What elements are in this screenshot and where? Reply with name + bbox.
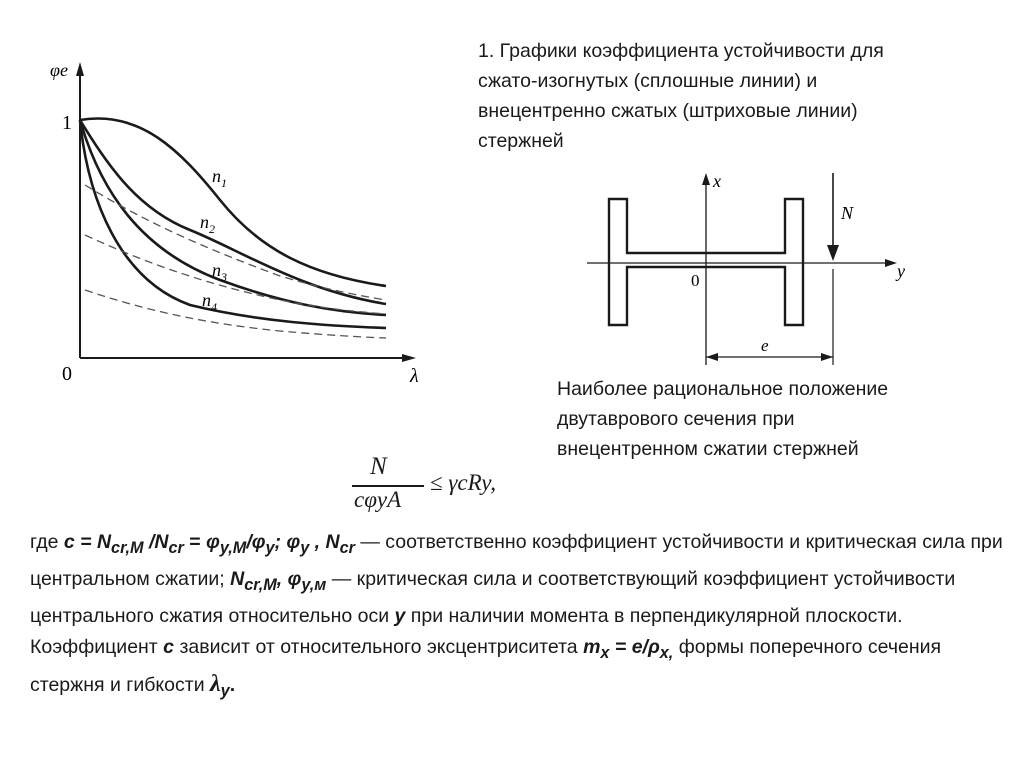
curve-label-n2: $n_2$ [200,212,215,236]
body-text: формы поперечного сечения стержня и гибкости [30,635,942,696]
sub: cr,M [244,575,277,594]
sub: cr [168,538,184,557]
section-caption [557,374,987,464]
body-text: ; [274,531,287,553]
title-line: стержней [478,130,564,152]
caption-line: Наиболее рациональное положение [557,378,889,400]
c-definition: c = N [63,531,112,553]
n-symbol: N [230,567,245,590]
body-text: , N [309,531,340,553]
title-block [478,36,998,156]
title-line: сжато-изогнутых (сплошные линии) и [478,70,818,92]
body-text: где [30,531,64,553]
sub: x [600,643,610,662]
dim-arrow-right [821,353,833,361]
curve-label-n4: $n_4$ [202,290,217,314]
phi-symbol: φ [206,531,220,553]
body-text: = [183,531,207,553]
body-text: — критическая сила и соответствующий коэффициент устойчивости центрального сжатия относительно оси [30,567,956,627]
force-arrow [827,245,839,261]
title-line: внецентренно сжатых (штриховые линии) [478,100,858,122]
explanation-paragraph [30,527,1010,707]
section-diagram [575,165,935,375]
sub: y [265,538,275,557]
sub: y,M [219,538,247,557]
section-y-label: y [897,261,905,281]
sub: y [220,681,230,700]
formula-rhs: ≤ γcRy, [430,470,496,495]
stability-graph [40,50,430,390]
body-text: , [276,567,288,590]
body-text: — соответственно коэффициент устойчивости и критическая сила при центральном сжатии; [30,531,1003,590]
body-text: зависит от относительного эксцентриситета [174,635,584,658]
sub: cr,M [111,538,144,557]
formula-denominator: cφyA [354,487,402,512]
phi-symbol: φ [287,567,302,590]
eccentricity-label: e [761,336,769,355]
dashed-curve-2 [85,235,386,314]
phi-symbol: φ [286,531,301,553]
curve-label-n1: $n_1$ [212,166,227,190]
curve-label-n3: $n_3$ [212,260,227,284]
lambda-symbol: λ [210,670,221,697]
formula-numerator: N [370,453,387,480]
caption-line: внецентренном сжатии стержней [557,438,859,460]
mx-symbol: m [583,635,601,658]
curve-n1 [80,118,386,286]
graph-x-arrow [402,354,416,362]
graph-origin-label: 0 [62,363,72,385]
y-axis-symbol: y [394,604,406,627]
section-y-arrow [885,259,897,267]
force-label: N [841,203,854,223]
caption-line: двутаврового сечения при [557,408,795,430]
curve-n3 [80,120,386,315]
section-origin-label: 0 [691,271,700,290]
dim-arrow-left [706,353,718,361]
c-symbol: c [163,635,175,658]
section-x-label: x [713,171,721,191]
stability-formula [352,453,552,523]
sub: x, [659,643,674,662]
graph-x-axis-label: λ [410,365,419,387]
sub: y [300,538,310,557]
section-x-arrow [702,173,710,185]
body-text: /φ [246,531,266,553]
body-text: . [229,673,236,696]
graph-y-arrow [76,62,84,76]
body-text: при наличии момента в перпендикулярной плоскости. Коэффициент [30,604,903,658]
sub: cr [339,538,355,557]
graph-y-tick-label: 1 [62,112,72,134]
dashed-curve-1 [85,185,386,300]
body-text: = e/ρ [609,635,660,658]
graph-y-axis-label: φe [50,60,68,80]
title-line: 1. Графики коэффициента устойчивости для [478,40,884,62]
sub: y,м [301,575,327,594]
body-text: /N [143,531,169,553]
curve-n4 [80,120,386,328]
